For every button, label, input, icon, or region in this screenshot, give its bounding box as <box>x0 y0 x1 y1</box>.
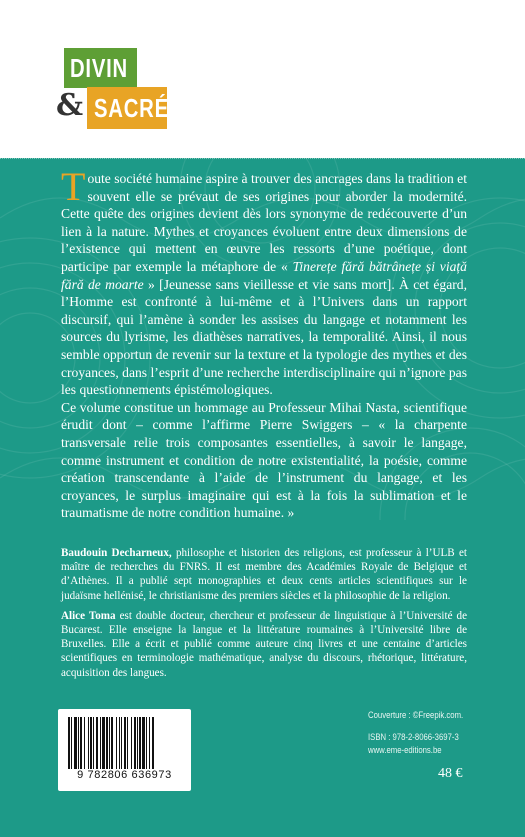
barcode-bar <box>68 717 70 769</box>
logo-word-divin: DIVIN <box>70 53 128 83</box>
blurb-text-b: » [Jeunesse sans vieillesse et vie sans mort]. À cet égard, l’Homme est confronté à lui-même et à l’Univers dans un rapport discursif, qui l’amène à sonder les assises du langage et notamment les sources du lyrisme, les diathèses narratives, la temporalité. Ainsi, il nous semble opportun de revenir sur la texture et la typologie des mythes et des croyances, dans l’esprit d’une recherche interdisciplinaire qui n’ignore pas les questionnements épistémologiques. <box>61 276 467 398</box>
barcode-bar <box>142 717 145 769</box>
cover-credit: Couverture : ©Freepik.com. <box>368 710 464 720</box>
barcode-bar <box>124 717 126 769</box>
barcode-bar <box>71 717 72 769</box>
price: 48 € <box>438 766 463 781</box>
blurb-paragraph-1 <box>61 164 467 399</box>
barcode-bar <box>109 717 110 769</box>
bio-text-decharneux: philosophe et historien des religions, est professeur à l’ULB et maître de recherches du FNRS. Il est membre des Académies Royale de Belgique et d’Athènes. Il a publié sept monographies et deux cents articles scientifiques sur le judaïsme hellénisé, le christianisme des premiers siècles et la philosophie de la religion. <box>61 547 467 602</box>
top-white-area <box>0 0 525 158</box>
barcode-number: 9 782806 636973 <box>77 769 172 781</box>
barcode-bar <box>84 717 85 769</box>
barcode-bar <box>146 717 147 769</box>
isbn-barcode <box>58 709 191 791</box>
barcode-bar <box>106 717 108 769</box>
barcode-bar <box>121 717 122 769</box>
logo-word-sacre: SACRÉ <box>94 93 169 123</box>
blurb-paragraph-2: Ce volume constitue un hommage au Professeur Mihai Nasta, scientifique érudit dont – comme l’affirme Pierre Swiggers – « la charpente transversale relie trois composantes essentielles, à savoir le langage, comme instrument et condition de notre existentialité, la poésie, comme création transcendante à l’aide de l’instrument du langage, et les croyances, le surplus imaginaire qui est à la fois la sublimation et le traumatisme de notre condition humaine. » <box>61 399 467 521</box>
barcode-bar <box>88 717 89 769</box>
blurb-text-a: oute société humaine aspire à trouver des ancrages dans la tradition et souvent elle se prévaut de ses origines pour aborder la modernité. Cette quête des origines devient dès lors synonyme de redécouverte d’un lien à la nature. Mythes et croyances évoluent entre deux dimensions de l’existence qui mettent en œuvre les ressorts d’une poétique, dont participe par exemple la métaphore de « <box>61 171 467 274</box>
barcode-bar <box>90 717 92 769</box>
barcode-bars <box>68 717 181 769</box>
barcode-bar <box>152 717 154 769</box>
barcode-bar <box>127 717 128 769</box>
barcode-bar <box>100 717 101 769</box>
isbn-text: ISBN : 978-2-8066-3697-3 <box>368 732 459 742</box>
barcode-bar <box>119 717 120 769</box>
bio-decharneux <box>61 546 467 603</box>
bio-name-toma: Alice Toma <box>61 609 116 622</box>
romanian-title-italic: Tinerețe fără bătrânețe și viață fără de moarte <box>61 258 467 292</box>
barcode-bar <box>139 717 141 769</box>
publisher-website: www.eme-editions.be <box>368 745 442 755</box>
back-cover-blurb <box>61 164 467 522</box>
barcode-bar <box>80 717 82 769</box>
bio-toma <box>61 609 467 680</box>
barcode-bar <box>93 717 94 769</box>
barcode-bar <box>131 717 132 769</box>
bio-text-toma: est double docteur, chercheur et professeur de linguistique à l’Université de Bucarest. Elle enseigne la langue et la littérature roumaines à l’Université libre de Bruxelles. Elle a écrit et publié comme auteure cinq livres et une centaine d’articles scientifiques en terminologie mathématique, analyse du discours, rhétorique, littérature, acquisition des langues. <box>61 609 468 679</box>
barcode-bar <box>149 717 150 769</box>
barcode-bar <box>102 717 105 769</box>
author-bios <box>61 546 467 686</box>
bio-name-decharneux: Baudouin Decharneux, <box>61 547 172 559</box>
barcode-bar <box>78 717 79 769</box>
barcode-bar <box>134 717 136 769</box>
barcode-bar <box>137 717 138 769</box>
barcode-bar <box>74 717 77 769</box>
logo-ampersand: & <box>56 88 84 123</box>
barcode-bar <box>116 717 117 769</box>
barcode-bar <box>96 717 98 769</box>
barcode-bar <box>111 717 113 769</box>
drop-cap: T <box>61 164 86 209</box>
